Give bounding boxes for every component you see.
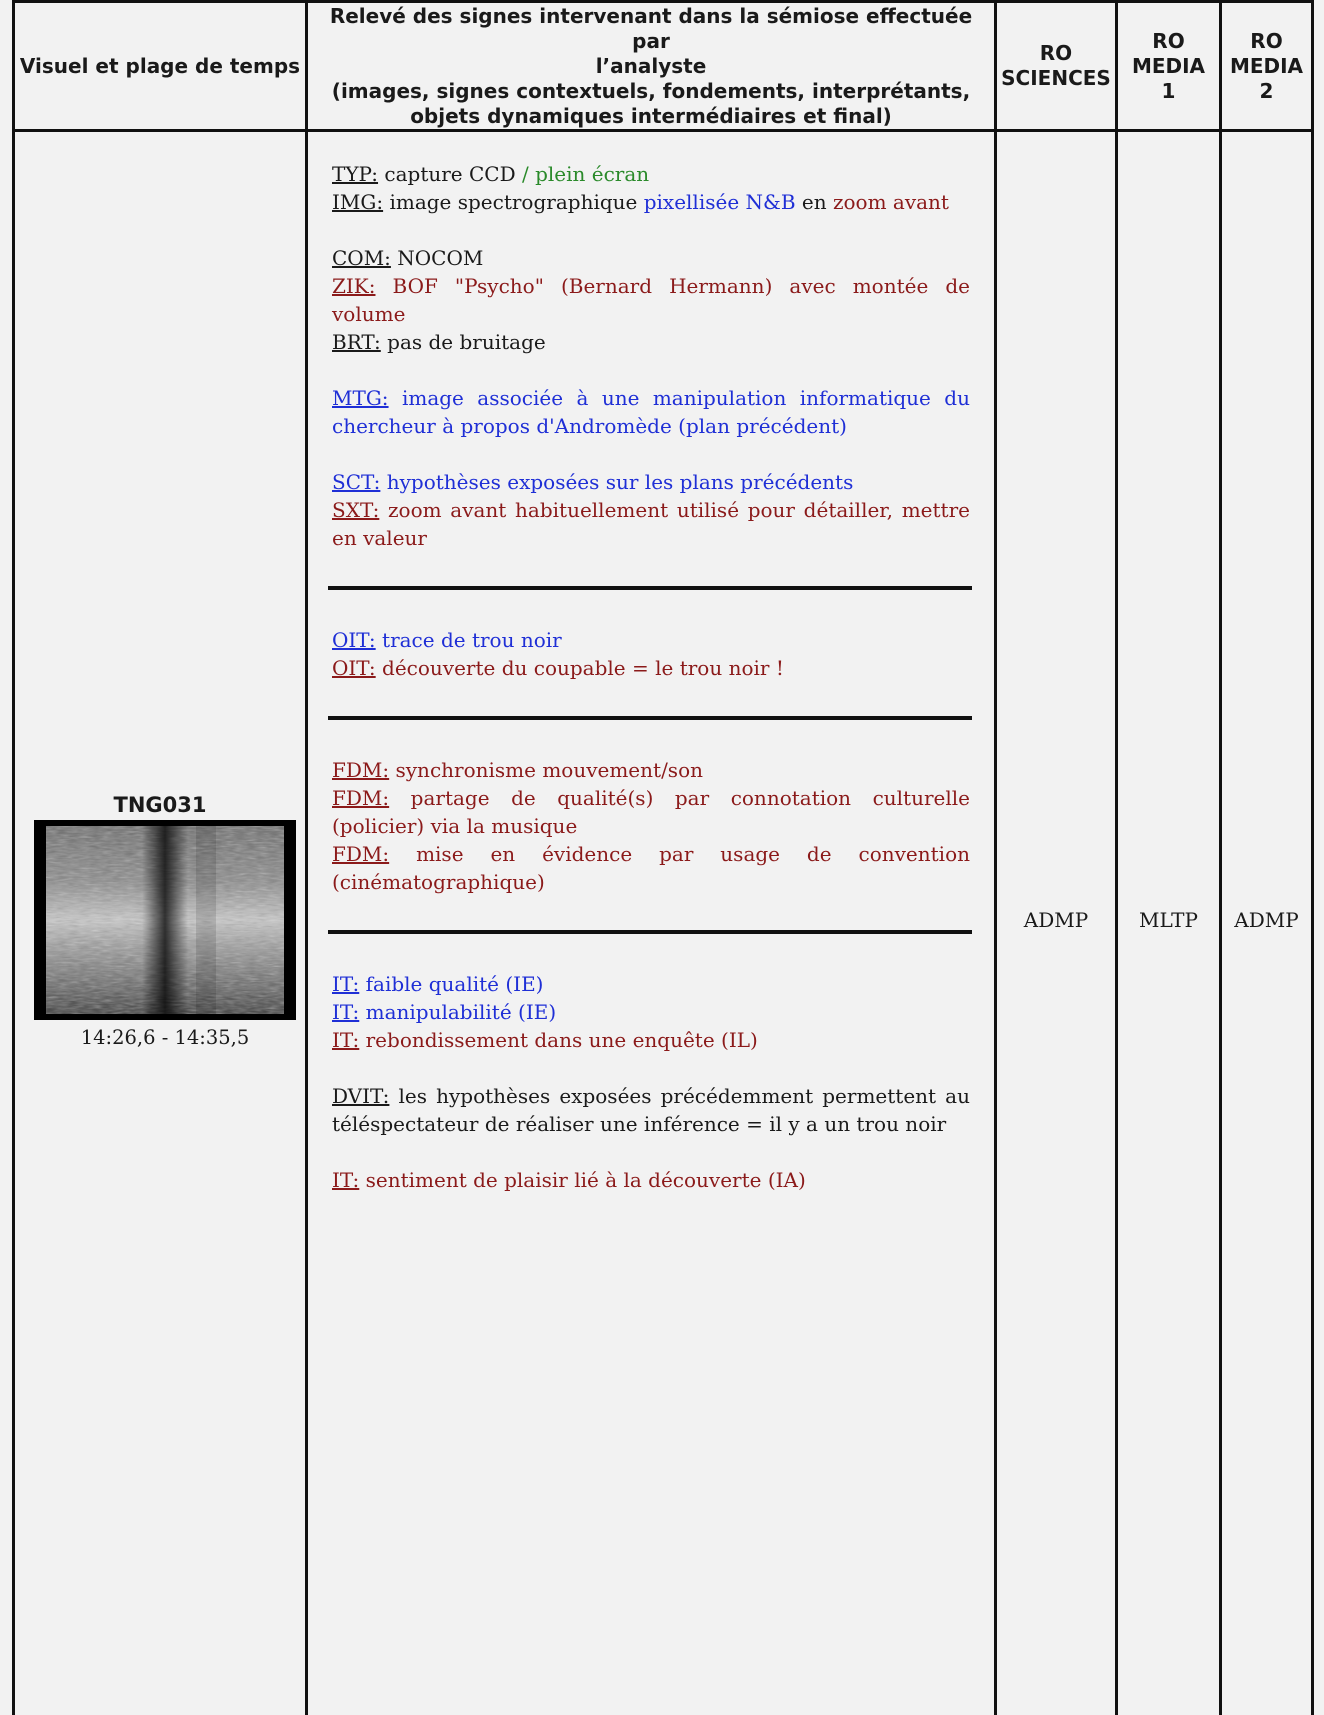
sign-text: pixellisée N&B	[643, 190, 796, 214]
spectrograph-image	[46, 826, 284, 1014]
sign-text: zoom avant habituellement utilisé pour détailler, mettre	[379, 498, 970, 522]
table-left-border	[12, 0, 15, 1715]
sign-key: SXT:	[332, 498, 380, 522]
header-bottom-border	[12, 129, 1314, 132]
sign-key: COM:	[332, 246, 391, 270]
header-ro-sciences-line-2: SCIENCES	[1001, 66, 1111, 90]
table-right-border	[1311, 0, 1314, 1715]
column-divider-1	[305, 0, 308, 1715]
sign-brt	[332, 328, 970, 356]
sign-oit-1	[332, 626, 970, 654]
sign-key: ZIK:	[332, 274, 376, 298]
sign-text: faible qualité (IE)	[359, 972, 544, 996]
sign-key: IT:	[332, 1000, 360, 1024]
sign-key: MTG:	[332, 386, 389, 410]
sign-key: IMG:	[332, 190, 384, 214]
sign-it-3	[332, 1026, 970, 1054]
sign-fdm-1	[332, 756, 970, 784]
section-divider	[328, 930, 972, 934]
sign-oit-2	[332, 654, 970, 682]
header-signs	[308, 3, 994, 129]
sign-zik-cont: volume	[332, 302, 406, 326]
sign-key: OIT:	[332, 656, 376, 680]
sign-key: FDM:	[332, 758, 390, 782]
signs-content	[332, 160, 970, 1194]
sign-sct	[332, 468, 970, 496]
rating-ro-sciences: ADMP	[1023, 908, 1089, 932]
sign-text: en	[795, 190, 833, 214]
rating-ro-media-1: MLTP	[1139, 908, 1198, 932]
sign-fdm-3	[332, 840, 970, 868]
sign-key: IT:	[332, 1028, 360, 1052]
sign-key: FDM:	[332, 786, 390, 810]
header-visual	[15, 3, 305, 129]
sign-img	[332, 188, 970, 216]
sign-text: partage de qualité(s) par connotation culturelle	[389, 786, 970, 810]
sign-dvit-cont: téléspectateur de réaliser une inférence = il y a un trou noir	[332, 1112, 947, 1136]
sign-text: trace de trou noir	[375, 628, 562, 652]
header-ro-media-1-line-1: RO	[1152, 28, 1185, 53]
sign-key: IT:	[332, 1168, 360, 1192]
sign-key: SCT:	[332, 470, 381, 494]
sign-it-2	[332, 998, 970, 1026]
column-divider-3	[1115, 0, 1118, 1715]
header-ro-media-1-line-2: MEDIA	[1131, 53, 1206, 78]
header-ro-media-2	[1222, 3, 1311, 129]
header-ro-media-2-line-2: MEDIA	[1229, 53, 1304, 78]
rating-ro-media-2: ADMP	[1234, 908, 1299, 932]
sign-zik	[332, 272, 970, 300]
time-range: 14:26,6 - 14:35,5	[80, 1026, 250, 1049]
sign-text: rebondissement dans une enquête (IL)	[359, 1028, 758, 1052]
sign-text: zoom avant	[832, 190, 949, 214]
sign-key: DVIT:	[332, 1084, 390, 1108]
header-ro-sciences-line-1: RO	[1039, 41, 1073, 65]
sign-text: les hypothèses exposées précédemment permettent au	[389, 1084, 970, 1108]
header-ro-media-2-line-1: RO	[1250, 28, 1283, 53]
sign-key: TYP:	[332, 162, 379, 186]
sign-mtg-cont: chercheur à propos d'Andromède (plan précédent)	[332, 414, 847, 438]
sign-text: mise en évidence par usage de convention	[389, 842, 970, 866]
header-signs-line-1: Relevé des signes intervenant dans la sémiose effectuée par	[329, 3, 973, 53]
sign-text: sentiment de plaisir lié à la découverte (IA)	[359, 1168, 806, 1192]
sign-text: pas de bruitage	[380, 330, 546, 354]
sign-dvit	[332, 1082, 970, 1110]
sign-text: hypothèses exposées sur les plans précédents	[380, 470, 854, 494]
sign-text: synchronisme mouvement/son	[389, 758, 703, 782]
sign-typ	[332, 160, 970, 188]
header-ro-media-1	[1118, 3, 1219, 129]
sign-com	[332, 244, 970, 272]
sign-fdm-2	[332, 784, 970, 812]
sign-sxt	[332, 496, 970, 524]
sign-key: OIT:	[332, 628, 376, 652]
sign-text: BOF "Psycho" (Bernard Hermann) avec montée de	[375, 274, 970, 298]
sign-text: image spectrographique	[383, 190, 644, 214]
sign-key: FDM:	[332, 842, 390, 866]
sign-mtg	[332, 384, 970, 412]
header-ro-media-1-line-3: 1	[1161, 78, 1176, 103]
header-visual-text: Visuel et plage de temps	[19, 53, 301, 78]
sign-text: découverte du coupable = le trou noir !	[375, 656, 784, 680]
section-divider	[328, 716, 972, 720]
header-signs-line-3: (images, signes contextuels, fondements, interprétants,	[331, 78, 971, 103]
sign-text: capture CCD	[378, 162, 522, 186]
sign-text: image associée à une manipulation informatique du	[388, 386, 970, 410]
sign-text: / plein écran	[522, 162, 650, 186]
sign-it-4	[332, 1166, 970, 1194]
header-signs-line-2: l’analyste	[595, 53, 707, 78]
header-ro-media-2-line-3: 2	[1259, 78, 1274, 103]
sign-text: manipulabilité (IE)	[359, 1000, 557, 1024]
sign-key: IT:	[332, 972, 360, 996]
spectrograph-thumbnail	[34, 820, 296, 1020]
column-divider-4	[1219, 0, 1222, 1715]
sign-fdm-2-cont: (policier) via la musique	[332, 814, 578, 838]
header-ro-sciences	[997, 3, 1115, 129]
sign-it-1	[332, 970, 970, 998]
analysis-table	[12, 0, 1314, 1715]
sign-key: BRT:	[332, 330, 381, 354]
section-divider	[328, 586, 972, 590]
shot-code: TNG031	[113, 793, 207, 817]
column-divider-2	[994, 0, 997, 1715]
sign-fdm-3-cont: (cinématographique)	[332, 870, 545, 894]
sign-sxt-cont: en valeur	[332, 526, 427, 550]
sign-text: NOCOM	[390, 246, 484, 270]
header-signs-line-4: objets dynamiques intermédiaires et final)	[410, 103, 892, 128]
